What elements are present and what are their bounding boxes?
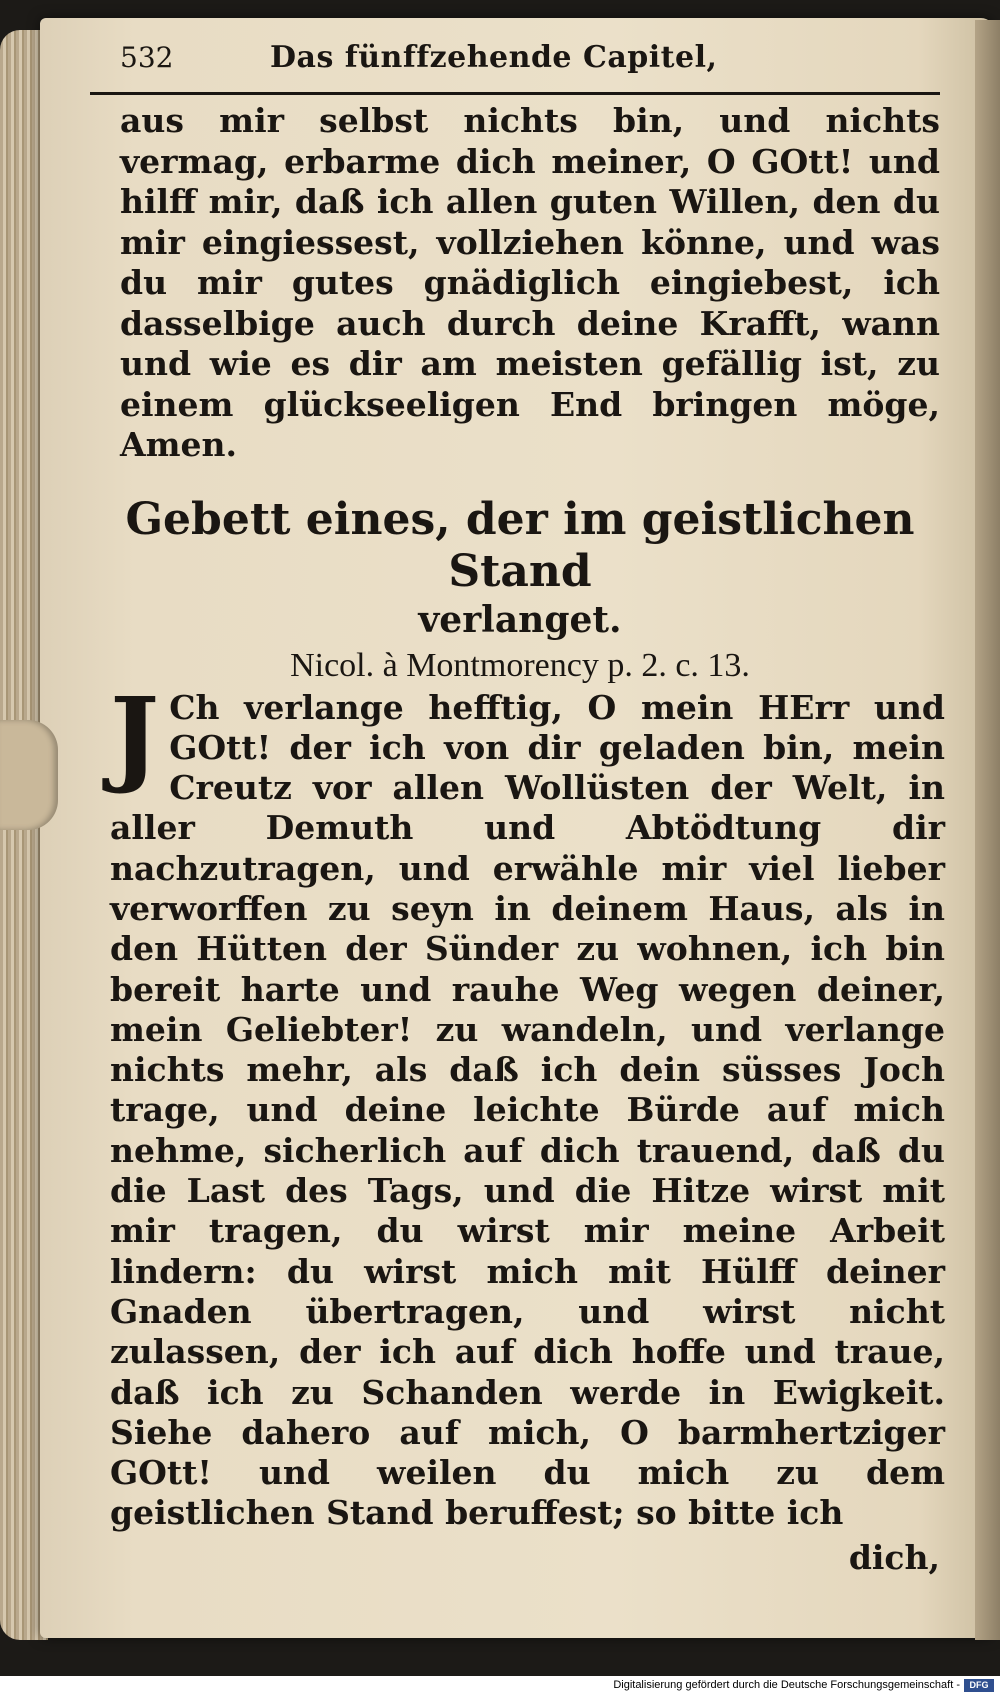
prayer-paragraph xyxy=(110,673,945,1534)
footer-credit: Digitalisierung gefördert durch die Deutsche Forschungsgemeinschaft - xyxy=(613,1679,960,1691)
dfg-logo: DFG xyxy=(964,1679,994,1692)
page-edge-shadow xyxy=(975,20,1000,1640)
page-number: 532 xyxy=(120,41,174,74)
catchword: dich, xyxy=(848,1537,940,1577)
prayer-text: Ch verlange hefftig, O mein HErr und GOtt! der ich von dir geladen bin, mein Creutz vor allen Wollüsten der Welt, in aller Demuth und Abtödtung dir nachzutragen, und erwähle mir viel lieber verworffen zu seyn in deinem Haus, als in den Hütten der Sünder zu wohnen, ich bin bereit harte und rauhe Weg wegen deiner, mein Geliebter! zu wandeln, und verlange nichts mehr, als daß ich dein süsses Joch trage, und deine leichte Bürde auf mich nehme, sicherlich auf dich trauend, daß du die Last des Tags, und die Hitze wirst mit mir tragen, du wirst mir meine Arbeit lindern: du wirst mich mit Hülff deiner Gnaden übertragen, und wirst nicht zulassen, der ich auf dich hoffe und traue, daß ich zu Schanden werde in Ewigkeit. Siehe dahero auf mich, O barmhertziger GOtt! und weilen du mich zu dem geistlichen Stand beruffest; so bitte ich xyxy=(110,687,945,1533)
page-content xyxy=(90,40,945,1578)
running-head: Das fünffzehende Capitel, xyxy=(270,40,718,75)
prayer-heading-continued: verlanget. xyxy=(418,598,622,641)
source-attribution: Nicol. à Montmorency p. 2. c. 13. xyxy=(290,646,750,684)
page-tab xyxy=(0,720,58,830)
prayer-heading: Gebett eines, der im geistlichen Stand xyxy=(125,493,915,597)
preceding-paragraph: aus mir selbst nichts bin, und nichts vermag, erbarme dich meiner, O GOtt! und hilff mir, daß ich allen guten Willen, den du mir eingiessest, vollziehen könne, und was du mir gutes gnädiglich eingiebest, ich dasselbige auch durch deine Krafft, wann und wie es dir am meisten gefällig ist, zu einem glückseeligen End bringen möge, Amen. xyxy=(120,101,940,464)
drop-cap: J xyxy=(110,673,160,797)
page-header xyxy=(90,40,940,95)
